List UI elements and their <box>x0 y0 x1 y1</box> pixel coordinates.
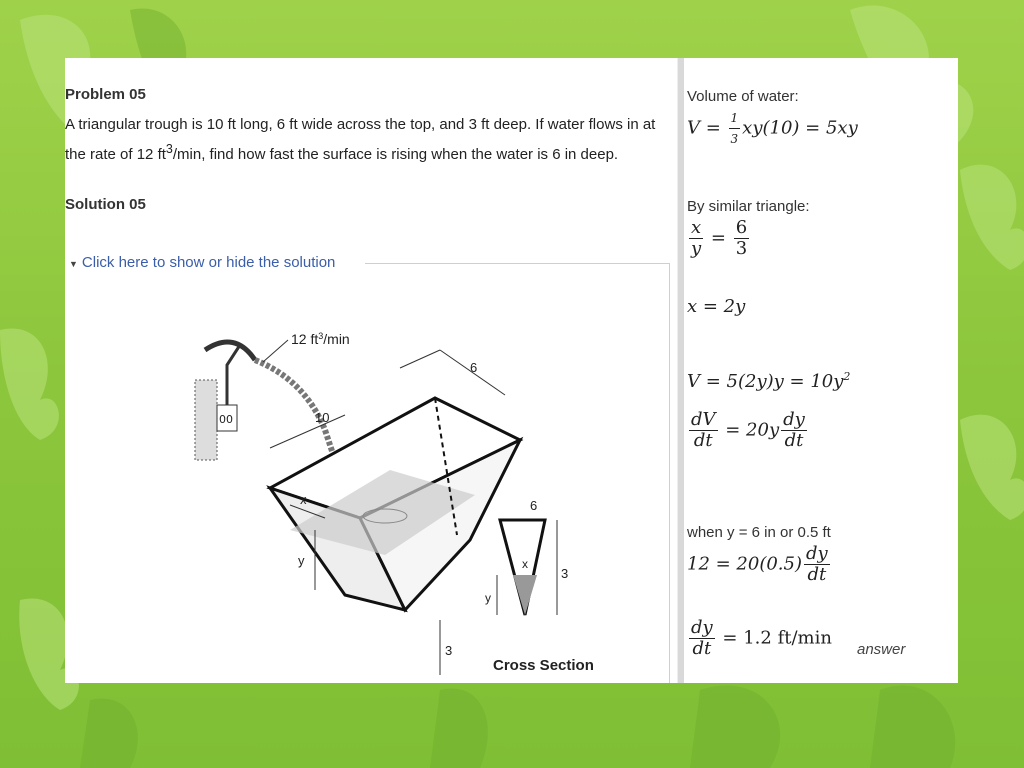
problem-column <box>65 58 675 683</box>
problem-title: Problem 05 <box>65 86 146 103</box>
problem-text-b: /min, find how fast the surface is rising when the water is 6 in deep. <box>172 146 619 163</box>
when-label: when y = 6 in or 0.5 ft <box>687 524 831 541</box>
solution-column <box>687 58 957 683</box>
x-equals-2y: x = 2y <box>687 296 746 317</box>
volume-equation <box>687 108 858 149</box>
triangle-down-icon: ▼ <box>69 259 78 269</box>
dim-width-2 <box>400 350 440 368</box>
frac-one-third: $\frac{1}{3}$ <box>729 108 741 149</box>
v1-rest: xy(10) = 5xy <box>742 117 858 139</box>
fieldset-border <box>365 263 669 264</box>
flow-leader <box>263 340 288 362</box>
substitution-equation: 12 = 20(0.5) $\frac{dy}{dt}$ <box>687 543 828 585</box>
similar-triangle-label: By similar triangle: <box>687 198 810 215</box>
cross-section-caption: Cross Section <box>493 657 594 674</box>
column-divider <box>677 58 684 683</box>
cs-width-label: 6 <box>530 498 538 513</box>
cs-depth-label: 3 <box>561 566 569 581</box>
problem-text-sup: 3 <box>165 142 173 156</box>
y-label: y <box>298 553 305 568</box>
dim-length <box>270 415 345 448</box>
solution-toggle-row <box>69 254 669 274</box>
depth-label: 3 <box>445 643 453 658</box>
x-label: x <box>300 492 307 507</box>
dv-dt-equation: $\frac{dV}{dt}$ = 20y $\frac{dy}{dt}$ <box>691 409 805 451</box>
solution-title: Solution 05 <box>65 196 146 213</box>
flow-label-sup: 3 <box>318 331 324 341</box>
dim-length-label: 10 <box>315 410 330 425</box>
result-equation: $\frac{dy}{dt}$ = 1.2 ft/min <box>691 617 832 659</box>
fieldset-border-right <box>669 263 670 683</box>
flow-label-b: /min <box>323 331 350 347</box>
similar-ratio: $\frac{x}{y}$ = $\frac{6}{3}$ <box>691 217 748 259</box>
problem-statement <box>65 112 671 167</box>
cs-y-label: y <box>485 591 491 605</box>
faucet-label: 00 <box>219 413 233 426</box>
flow-label <box>291 331 350 347</box>
volume-substituted: $V = 5(2y)y = 10y^2$ <box>687 370 851 392</box>
pipe-shape <box>227 345 240 405</box>
trough-diagram <box>195 320 594 680</box>
problem-text-a: A triangular trough is 10 ft long, 6 ft wide across the top, and 3 ft deep. If water flows in at the rate of 12 ft <box>65 116 656 163</box>
content-panel <box>65 58 958 683</box>
spout-shape <box>205 342 255 360</box>
v1-lhs: V = <box>687 117 727 139</box>
volume-label: Volume of water: <box>687 88 799 105</box>
flow-label-a: 12 ft <box>291 331 319 347</box>
cs-x-label: x <box>522 557 528 571</box>
wall-shape <box>195 380 217 460</box>
dim-width-label: 6 <box>470 360 478 375</box>
toggle-solution-link[interactable]: Click here to show or hide the solution <box>81 254 336 271</box>
cross-section-water <box>513 575 537 615</box>
answer-label: answer <box>857 641 906 658</box>
frac-6-3: $\frac{6}{3}$ <box>735 217 748 259</box>
frac-x-y: $\frac{x}{y}$ <box>691 217 702 259</box>
